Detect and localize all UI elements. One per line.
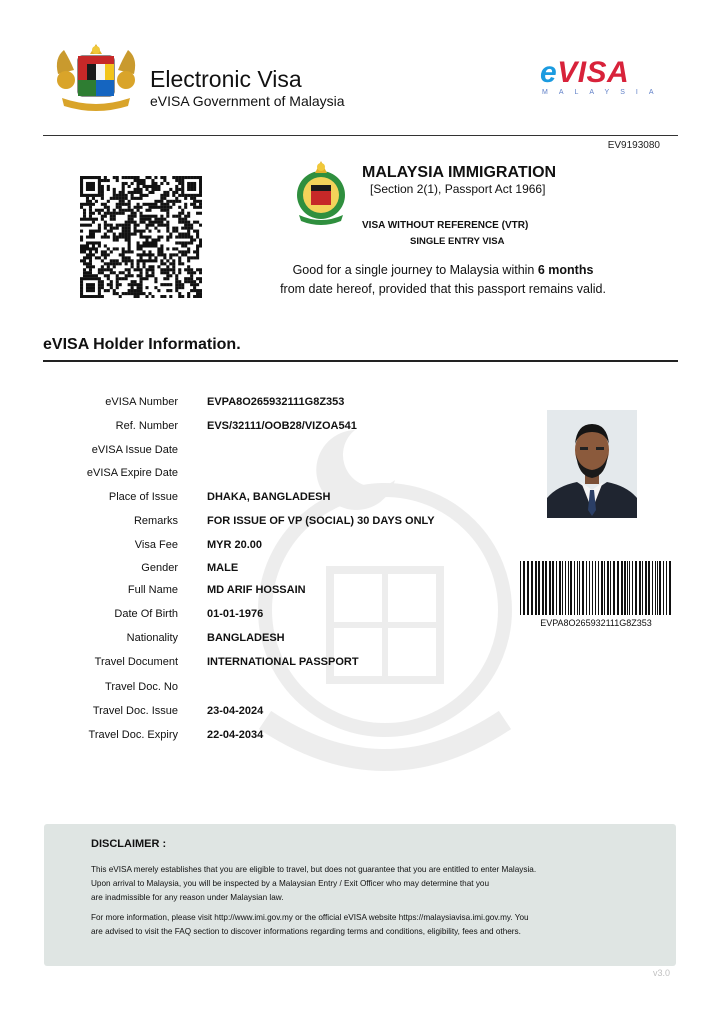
- disclaimer-line: For more information, please visit http://www.imi.gov.my or the official eVISA website https://malaysiavisa.imi.gov.my. You: [91, 913, 529, 922]
- visa-type: VISA WITHOUT REFERENCE (VTR): [362, 220, 529, 231]
- field-label: Nationality: [126, 632, 178, 644]
- field-value-travel-doc-issue: 23-04-2024: [207, 705, 264, 717]
- field-label: Ref. Number: [115, 420, 178, 432]
- page-subtitle: eVISA Government of Malaysia: [150, 93, 345, 109]
- barcode-text: EVPA8O265932111G8Z353: [540, 618, 652, 628]
- reference-code: EV9193080: [607, 140, 660, 151]
- field-label: Remarks: [133, 515, 178, 527]
- evisa-logo-tagline: MALAYSIA: [542, 89, 665, 96]
- field-value-nationality: BANGLADESH: [207, 632, 285, 644]
- field-label: eVISA Expire Date: [86, 467, 178, 479]
- evisa-logo-wordmark: eVISA: [540, 56, 630, 89]
- field-value-ref-number: EVS/32111/OOB28/VIZOA541: [207, 420, 357, 432]
- field-label: Travel Doc. Issue: [92, 705, 178, 717]
- field-value-evisa-number: EVPA8O265932111G8Z353: [207, 396, 345, 408]
- field-label: Date Of Birth: [114, 608, 178, 620]
- field-label: eVISA Issue Date: [91, 444, 178, 456]
- page-title: Electronic Visa: [150, 66, 302, 92]
- qr-code-icon: [80, 176, 202, 298]
- evisa-logo: [538, 56, 665, 100]
- disclaimer-line: This eVISA merely establishes that you are eligible to travel, but does not guarantee that you are entitled to enter Malaysia.: [91, 865, 537, 874]
- field-value-remarks: FOR ISSUE OF VP (SOCIAL) 30 DAYS ONLY: [207, 515, 435, 527]
- immigration-section: [Section 2(1), Passport Act 1966]: [370, 182, 546, 196]
- disclaimer-line: are advised to visit the FAQ section to discover informations regarding terms and conditions, eligibility, fees and others.: [91, 927, 521, 936]
- field-label: Gender: [141, 562, 178, 574]
- immigration-title: MALAYSIA IMMIGRATION: [362, 164, 557, 181]
- field-label: Full Name: [127, 584, 178, 596]
- immigration-emblem-icon: [289, 155, 353, 227]
- holder-section-title: eVISA Holder Information.: [43, 336, 241, 353]
- field-value-full-name: MD ARIF HOSSAIN: [207, 584, 306, 596]
- malaysia-coat-of-arms-icon: [50, 40, 142, 112]
- field-value-visa-fee: MYR 20.00: [207, 539, 263, 551]
- field-label: Travel Document: [94, 656, 178, 668]
- field-label: eVISA Number: [105, 396, 178, 408]
- field-value-travel-doc-expiry: 22-04-2034: [207, 729, 264, 741]
- holder-photo: [547, 410, 637, 518]
- field-label: Travel Doc. Expiry: [88, 729, 178, 741]
- entry-type: SINGLE ENTRY VISA: [410, 236, 505, 247]
- field-label: Place of Issue: [108, 491, 178, 503]
- field-label: Visa Fee: [134, 539, 178, 551]
- field-value-gender: MALE: [207, 562, 239, 574]
- version-label: v3.0: [652, 968, 670, 978]
- disclaimer-line: Upon arrival to Malaysia, you will be inspected by a Malaysian Entry / Exit Officer who may determine that you: [91, 879, 490, 888]
- field-label: Travel Doc. No: [105, 681, 178, 693]
- field-value-place-of-issue: DHAKA, BANGLADESH: [207, 491, 331, 503]
- header-divider: [43, 135, 678, 136]
- disclaimer-line: are inadmissible for any reason under Malaysian law.: [91, 893, 284, 902]
- section-divider: [43, 360, 678, 362]
- field-value-date-of-birth: 01-01-1976: [207, 608, 264, 620]
- disclaimer-heading: DISCLAIMER :: [91, 838, 167, 850]
- barcode-icon: [520, 561, 672, 615]
- validity-line-2: from date hereof, provided that this passport remains valid.: [280, 282, 606, 296]
- field-value-travel-document: INTERNATIONAL PASSPORT: [207, 656, 359, 668]
- watermark-emblem-icon: [235, 420, 535, 800]
- validity-line-1: Good for a single journey to Malaysia within 6 months: [292, 263, 594, 277]
